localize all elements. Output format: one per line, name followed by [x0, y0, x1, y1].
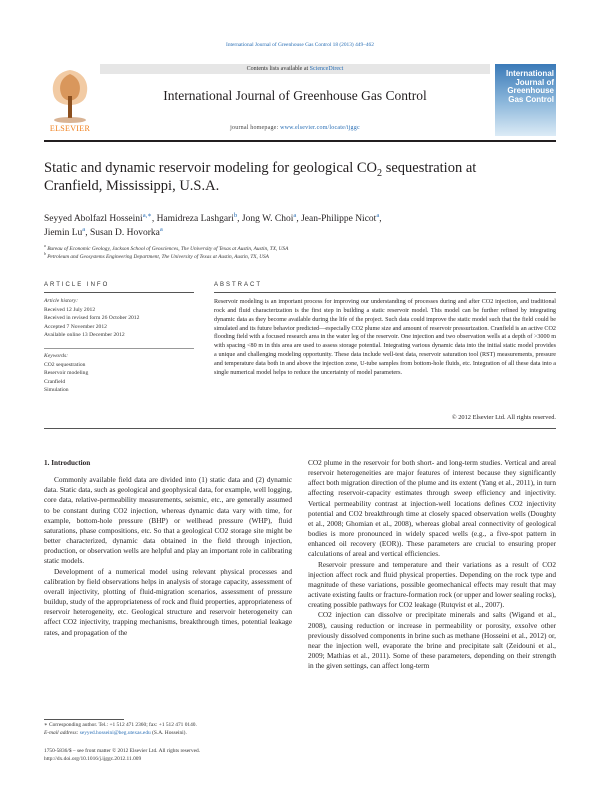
author[interactable]: Jiemin Lu$^a$ — [44, 225, 86, 238]
author[interactable]: Jean-Philippe Nicot$^a$ — [301, 211, 380, 224]
header-rule — [44, 140, 556, 142]
author[interactable]: Hamidreza Lashgari$^b$ — [156, 211, 238, 224]
author[interactable]: Susan D. Hovorka$^a$ — [89, 225, 163, 238]
journal-homepage — [100, 125, 490, 131]
keywords: Keywords: CO2 sequestration Reservoir modeling Cranfield Simulation — [44, 353, 89, 394]
affiliation: $^b$ Petroleum and Geosystems Engineering Department, The University of Texas at Austin, Austin, TX, USA — [44, 252, 269, 260]
contents-banner — [100, 64, 490, 74]
article-title: Static and dynamic reservoir modeling for geological $CO_2$ sequestration at Cranfield, Mississippi, U.S.A. — [44, 160, 477, 194]
article-info-rule — [44, 292, 194, 293]
footnote-rule — [44, 719, 124, 720]
article-info-heading: ARTICLE INFO — [44, 282, 110, 288]
doi-link[interactable]: http://dx.doi.org/10.1016/j.ijggc.2012.11.009 — [44, 756, 142, 762]
author[interactable]: Jong W. Choi$^a$ — [241, 211, 297, 224]
section-heading: 1. Introduction — [44, 459, 91, 467]
affiliation: $^a$ Bureau of Economic Geology, Jackson School of Geosciences, The University of Texas at Austin, Austin, TX, USA — [44, 244, 289, 252]
sciencedirect-link[interactable]: ScienceDirect — [309, 66, 344, 72]
elsevier-logo — [44, 64, 96, 136]
abstract-copyright: © 2012 Elsevier Ltd. All rights reserved. — [451, 414, 556, 421]
paragraph: Commonly available field data are divided into (1) static data and (2) dynamic data. Static data, such as geological and geophysical data, for example, well logging, core data, relative-permeability measurements, seismic, etc., are generally assumed to be constant during CO2 injection, whereas dynamic data vary with time, for example, bottom-hole pressure (BHP) or wellhead pressure (WHP), fluid saturations, phase compositions, etc. So that a geological CO2 storage site might be better characterized, dynamic data obtained in the field through injection, production, or observation wells are helpful and play an important role in calibrating static models. — [44, 475, 292, 566]
paragraph: CO2 plume in the reservoir for both short- and long-term studies. Vertical and areal reservoir heterogeneities are major features of interest because they significantly affect both migration direction of the plume and its extent (Yang et al., 2011), in turn affecting reservoir-capacity estimates through sweep efficiency and injectivity. Vertical permeability contrast at injection-well locations defines CO2 injectivity potential and CO2 breakthrough time at closely spaced observation wells (Doughty et al., 2008; Ghomian et al., 2008), whereas global areal connectivity of geological bodies is more pronounced in widely spaced wells (e.g., a five-spot pattern in enhanced oil recovery (EOR)). These parameters are crucial to ensuring proper calculations of areal and vertical efficiencies. — [308, 458, 556, 559]
email-link[interactable]: seyyed.hosseini@beg.utexas.edu — [79, 729, 151, 736]
publisher-wordmark: ELSEVIER — [49, 124, 91, 133]
abstract-end-rule — [44, 428, 556, 429]
corresponding-author-note: ∗ Corresponding author. Tel.: +1 512 471 2360; fax: +1 512 471 0140. E-mail address: seyyed.hosseini@beg.utexas.edu (S.A. Hosseini). — [44, 722, 197, 736]
homepage-label: journal homepage: — [230, 125, 281, 131]
journal-citation[interactable]: International Journal of Greenhouse Gas Control 18 (2013) 449–462 — [226, 42, 374, 48]
issn-line: 1750-5836/$ – see front matter © 2012 Elsevier Ltd. All rights reserved. — [44, 748, 201, 754]
abstract-text: Reservoir modeling is an important process for improving our understanding of processes during and after CO2 injection, and traditional rock and fluid characterization is the first step in building a static reservoir model. This model can be further refined by integrating dynamic data as they become available during the life of the project. Such data could improve the static model such that the field could be simulated and its future behavior predicted—especially CO2 plume size and amount of reservoir pressurization. Cranfield is an active CO2 flooding field with a focused research area in the water leg of the reservoir. One injection and two observation wells at a depth of >3000 m with spacing <80 m in this area are used to assess storage potential. Integrating various dynamic data into the initial static model provides a unique and challenging modeling opportunity. These data include well-test data, reservoir saturation tool (RST) measurements, pressure and temperature data both in and above the injection zone, U-tube samples from bottom-hole fluids, etc. Integration of all these data into a single numerical model helps to reduce the uncertainty of model parameters. — [214, 299, 556, 376]
cover-title: International Journal of Greenhouse Gas Control — [505, 69, 554, 104]
body-column-right — [308, 458, 556, 671]
paragraph: CO2 injection can dissolve or precipitate minerals and salts (Wigand et al., 2008), causing reduction or increase in permeability or porosity, exsolve other previously dissolved components in brine such as methane (Hosseini et al., 2012) or, near the injection well, evaporate the brine and precipitate salt (Zeidouni et al., 2009; Mathias et al., 2011). Some of these parameters, depending on their strength in the given settings, can affect long-term — [308, 610, 556, 671]
info-divider — [44, 348, 194, 349]
article-history: Article history: Received 12 July 2012 Received in revised form 26 October 2012 Accepted 7 November 2012 Available online 13 December 2012 — [44, 298, 140, 339]
author-list: Seyyed Abolfazl Hosseini$^{a,∗}$, Hamidreza Lashgari$^b$, Jong W. Choi$^a$, Jean-Philippe Nicot$^a$, Jiemin Lu$^a$, Susan D. Hovorka$^a$ — [44, 211, 382, 238]
contents-prefix: Contents lists available at — [246, 66, 310, 72]
body-column-left — [44, 458, 292, 638]
author[interactable]: Seyyed Abolfazl Hosseini$^{a,∗}$ — [44, 211, 152, 224]
abstract-heading: ABSTRACT — [214, 282, 263, 288]
homepage-link[interactable]: www.elsevier.com/locate/ijggc — [280, 125, 360, 131]
journal-title: International Journal of Greenhouse Gas Control — [163, 88, 427, 103]
abstract-rule — [214, 292, 556, 293]
paragraph: Development of a numerical model using relevant physical processes and calibration by field observations helps in analysis of storage capacity, assessment of overall injectivity, plotting of fluid-migration scenarios, assessment of pressure buildup, study of the appropriateness of rock and fluid properties, appropriateness of reservoir heterogeneity, etc. Geological structure and reservoir heterogeneity can affect CO2 injectivity, trapping mechanisms, breakthrough times, potential leakage rates, and propagation of the — [44, 566, 292, 637]
paragraph: Reservoir pressure and temperature and their variations as a result of CO2 injection affect rock and fluid physical properties. Depending on the rock type and magnitude of these variations, possible geomechanical effects may result that may activate existing faults or fracture-formation rock (or upper and lower sealing rocks), creating possible pathways for CO2 leakage (Rutqvist et al., 2007). — [308, 559, 556, 610]
